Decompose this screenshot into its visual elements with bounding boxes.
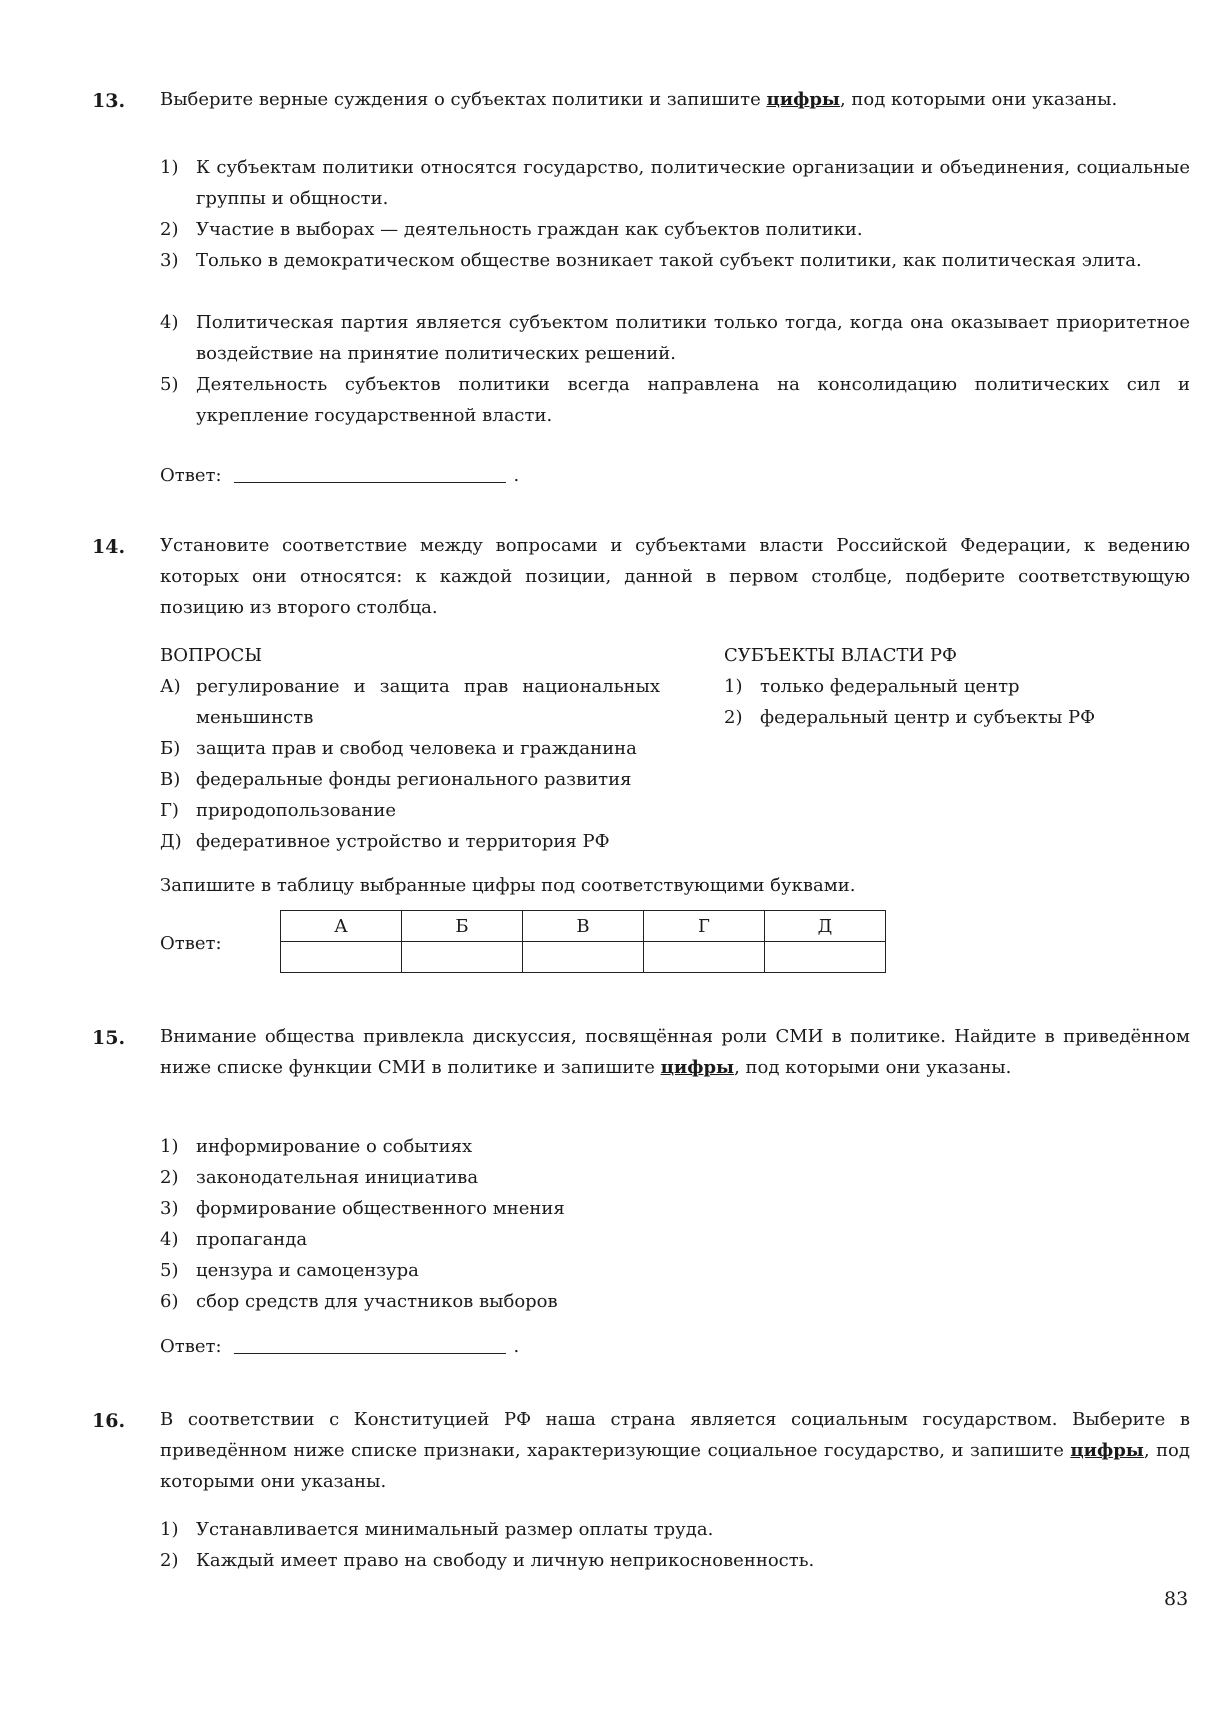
answer-cell[interactable]: [523, 942, 644, 973]
answer-cell[interactable]: [644, 942, 765, 973]
task-intro: Внимание общества привлекла дискуссия, посвящённая роли СМИ в политике. Найдите в приведённом ниже списке функции СМИ в политике и запишите цифры, под которыми они указаны.: [160, 1026, 1190, 1078]
page-number: 83: [1164, 1588, 1189, 1610]
answer-cell[interactable]: [765, 942, 886, 973]
answer-row: Ответ: .: [160, 460, 519, 491]
task-intro: Установите соответствие между вопросами и субъектами власти Российской Федерации, к ведению которых они относятся: к каждой позиции, данной в первом столбце, подберите соответствующую позицию из второго столбца.: [160, 535, 1190, 618]
answer-field[interactable]: [234, 1333, 506, 1354]
table-header-cell: А: [281, 911, 402, 942]
table-header-cell: Г: [644, 911, 765, 942]
answer-cell[interactable]: [281, 942, 402, 973]
column-header-questions: ВОПРОСЫ: [160, 645, 263, 666]
keyword-digits: цифры: [1070, 1440, 1144, 1461]
column-header-authorities: СУБЪЕКТЫ ВЛАСТИ РФ: [724, 645, 957, 666]
answer-label: Ответ:: [160, 933, 222, 954]
answer-field[interactable]: [234, 462, 506, 483]
keyword-digits: цифры: [766, 89, 840, 110]
task-number: 16.: [92, 1410, 126, 1432]
task-intro: Выберите верные суждения о субъектах политики и запишите цифры, под которыми они указаны.: [160, 89, 1118, 110]
table-header-cell: Д: [765, 911, 886, 942]
task-number: 14.: [92, 536, 126, 558]
answer-cell[interactable]: [402, 942, 523, 973]
keyword-digits: цифры: [660, 1057, 735, 1078]
textbook-page: 13. Выберите верные суждения о субъектах политики и запишите цифры, под которыми они указаны. 1) К субъектам политики относятся государство, политические организации и объединения, социальные группы и общности. 2) Участие в выборах — деятельность граждан как субъектов политики. 3) Только в демократическом обществе возникает такой субъект политики, как политическая элита. 4) Политическая партия является субъектом политики только тогда, когда она оказывает приоритетное воздействие на принятие политических решений. 5) Деятельность субъектов политики всегда направлена на консолидацию политических сил и укрепление государственной власти. Ответ: . 14. Установите соответствие между вопросами и субъектами власти Российской Федерации, к ведению которых они относятся: к каждой позиции, данной в первом столбце, подберите соответствующую позицию из второго столбца. ВОПРОСЫ СУБЪЕКТЫ ВЛАСТИ РФ А) регулирование и защита прав национальных меньшинств Б) защита прав и свобод человека и гражданина В) федеральные фонды регионального развития Г) природопользование Д) федеративное устройство и территория РФ 1) только федеральный центр 2) федеральный центр и субъекты РФ Запишите в таблицу выбранные цифры под соответствующими буквами. Ответ: А Б В Г Д 15. Внимание общества привлекла дискуссия, посвящённая роли СМИ в политике. Найдите в приведённом ниже списке функции СМИ в политике и запишите цифры, под которыми они указаны. 1) информирование о событиях 2) законодательная инициатива 3) формирование общественного мнения 4) пропаганда 5) цензура и самоцензура 6) сбор средств для участников выборов Ответ: . 16. В соответствии с Конституцией РФ наша страна является социальным государством. Выберите в приведённом ниже списке признаки, характеризующие социальное государство, и запишите цифры, под которыми они указаны. 1) Устанавливается минимальный размер оплаты труда. 2) Каждый имеет право на свободу и личную неприкосновенность. 83: [0, 0, 1216, 1712]
task-number: 15.: [92, 1027, 126, 1049]
answer-row: Ответ: .: [160, 1331, 519, 1362]
task-number: 13.: [92, 90, 126, 112]
table-header-cell: В: [523, 911, 644, 942]
answer-table: [280, 910, 886, 973]
task-intro: В соответствии с Конституцией РФ наша страна является социальным государством. Выберите в приведённом ниже списке признаки, характеризующие социальное государство, и запишите цифры, под которыми они указаны.: [160, 1409, 1190, 1492]
table-instruction: Запишите в таблицу выбранные цифры под соответствующими буквами.: [160, 875, 856, 896]
table-header-cell: Б: [402, 911, 523, 942]
